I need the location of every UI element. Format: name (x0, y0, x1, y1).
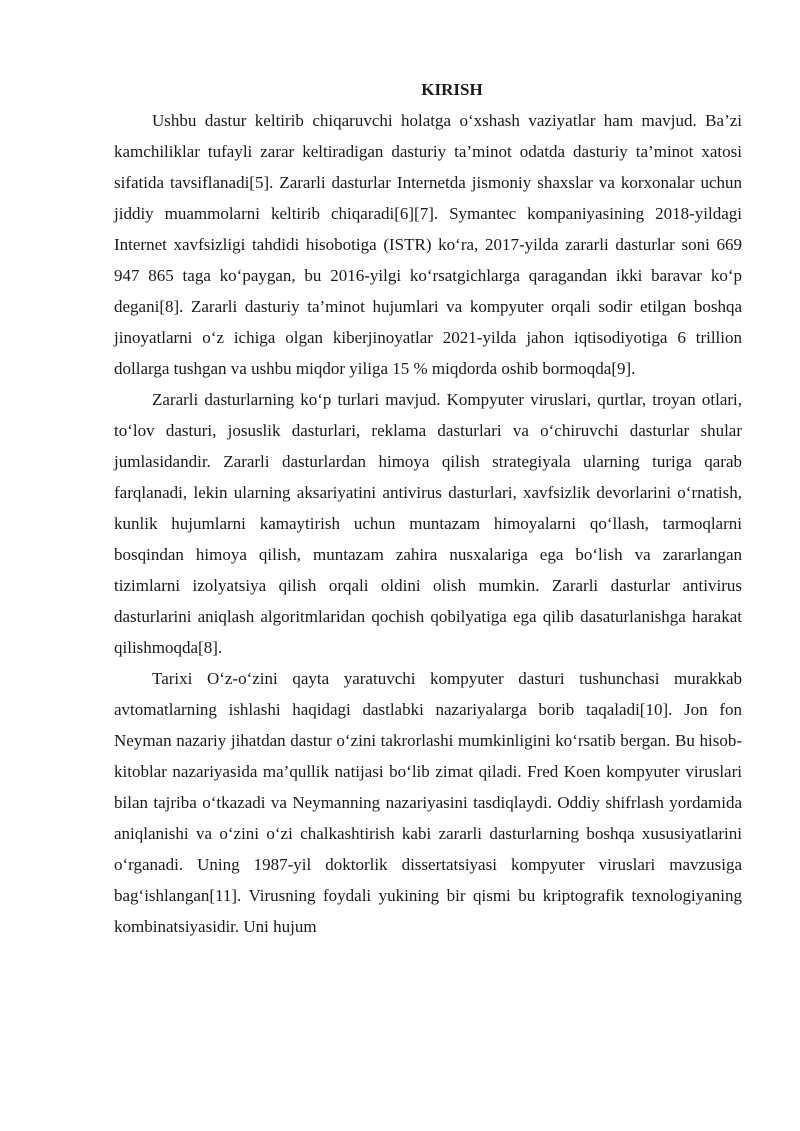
section-title: KIRISH (421, 80, 483, 99)
paragraph-2: Zararli dasturlarning ko‘p turlari mavjud. Kompyuter viruslari, qurtlar, troyan otlari, to‘lov dasturi, josuslik dasturlari, reklama dasturlari va o‘chiruvchi dasturlar shular jumlasidandir. Zararli dasturlardan himoya qilish strategiyala ularning turiga qarab farqlanadi, lekin ularning aksariyatini antivirus dasturlari, xavfsizlik devorlarini o‘rnatish, kunlik hujumlarni kamaytirish uchun muntazam himoyalarni qo‘llash, tarmoqlarni bosqindan himoya qilish, muntazam zahira nusxalariga ega bo‘lish va zararlangan tizimlarni izolyatsiya qilish orqali oldini olish mumkin. Zararli dasturlar antivirus dasturlarini aniqlash algoritmlaridan qochish qobilyatiga ega qilib dasaturlanishga harakat qilishmoqda[8]. (114, 390, 742, 657)
document-body (114, 74, 742, 942)
paragraph-3: Tarixi O‘z-o‘zini qayta yaratuvchi kompyuter dasturi tushunchasi murakkab avtomatlarning ishlashi haqidagi dastlabki nazariyalarga borib taqaladi[10]. Jon fon Neyman nazariy jihatdan dastur o‘zini takrorlashi mumkinligini ko‘rsatib bergan. Bu hisob-kitoblar nazariyasida ma’qullik natijasi bo‘lib zimat qiladi. Fred Koen kompyuter viruslari bilan tajriba o‘tkazadi va Neymanning nazariyasini tasdiqlaydi. Oddiy shifrlash yordamida aniqlanishi va o‘zini o‘zi chalkashtirish kabi zararli dasturlarning boshqa xususiyatlarini o‘rganadi. Uning 1987-yil doktorlik dissertatsiyasi kompyuter viruslari mavzusiga bag‘ishlangan[11]. Virusning foydali yukining bir qismi bu kriptografik texnologiyaning kombinatsiyasidir. Uni hujum (114, 669, 742, 936)
paragraph-1: Ushbu dastur keltirib chiqaruvchi holatga o‘xshash vaziyatlar ham mavjud. Ba’zi kamchiliklar tufayli zarar keltiradigan dasturiy ta’minot odatda dasturiy ta’minot xatosi sifatida tavsiflanadi[5]. Zararli dasturlar Internetda jismoniy shaxslar va korxonalar uchun jiddiy muammolarni keltirib chiqaradi[6][7]. Symantec kompaniyasining 2018-yildagi Internet xavfsizligi tahdidi hisobotiga (ISTR) ko‘ra, 2017-yilda zararli dasturlar soni 669 947 865 taga ko‘paygan, bu 2016-yilgi ko‘rsatgichlarga qaragandan ikki baravar ko‘p degani[8]. Zararli dasturiy ta’minot hujumlari va kompyuter orqali sodir etilgan boshqa jinoyatlarni o‘z ichiga olgan kiberjinoyatlar 2021-yilda jahon iqtisodiyotiga 6 trillion dollarga tushgan va ushbu miqdor yiliga 15 % miqdorda oshib bormoqda[9]. (114, 111, 742, 378)
